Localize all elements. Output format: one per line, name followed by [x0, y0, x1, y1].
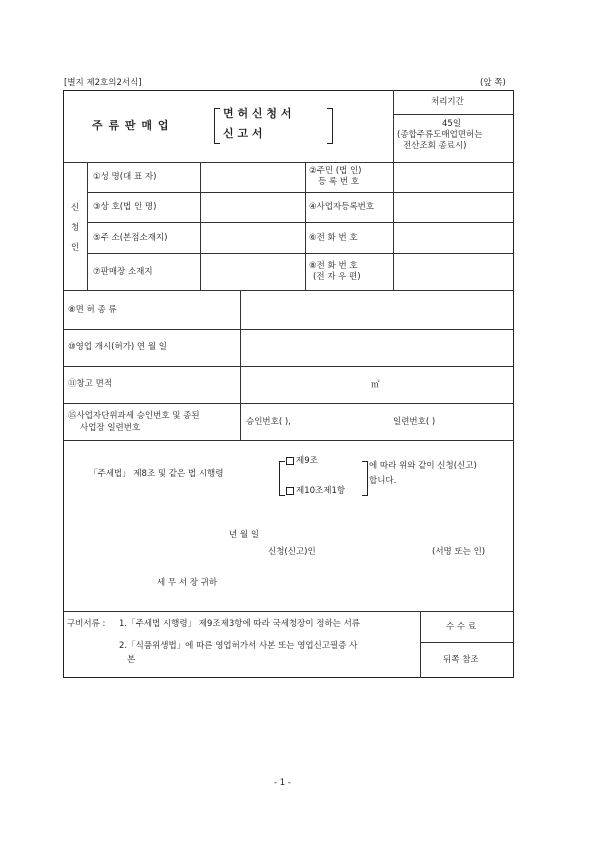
trade-name-label: ③상 호(법 인 명) — [93, 202, 157, 212]
resident-no-label-1: ②주민 (법 인) — [309, 166, 362, 176]
store-phone-label-2: (전 자 우 편) — [313, 272, 361, 282]
applicant-label-3: 인 — [71, 243, 80, 253]
declaration-law: 「주세법」 제8조 및 같은 법 시행령 — [89, 469, 224, 479]
option-article-9-text: 제9조 — [296, 456, 318, 466]
recipient: 세 무 서 장 귀하 — [157, 578, 218, 588]
sign-note[interactable]: (서명 또는 인) — [432, 547, 486, 557]
application-date[interactable]: 년 월 일 — [229, 530, 260, 540]
processing-note-2: 전산조회 종료시) — [403, 141, 467, 151]
applicant-label-1: 신 — [71, 203, 80, 213]
start-date-label: ⑩영업 개시(허가) 연 월 일 — [68, 342, 167, 352]
business-type-title: 주 류 판 매 업 — [92, 119, 170, 132]
business-no-field[interactable] — [394, 193, 513, 221]
address-field[interactable] — [201, 223, 304, 252]
approval-number[interactable]: 승인번호( ), — [246, 417, 291, 427]
start-date-field[interactable] — [241, 330, 513, 365]
processing-period-label: 처리기간 — [431, 97, 464, 107]
warehouse-area-label: ⑪창고 면적 — [68, 379, 113, 389]
resident-no-label-2: 등 록 번 호 — [318, 177, 359, 187]
resident-no-field[interactable] — [394, 163, 513, 191]
serial-number[interactable]: 일련번호( ) — [393, 417, 436, 427]
name-field[interactable] — [201, 163, 304, 191]
processing-days: 45일 — [442, 119, 462, 129]
page-side-label: (앞 쪽) — [480, 78, 506, 88]
fee-value: 뒤쪽 참조 — [443, 655, 479, 665]
unit-tax-label-2: 사업장 일련번호 — [80, 423, 141, 433]
license-type-field[interactable] — [241, 291, 513, 328]
applicant-label-2: 청 — [71, 223, 80, 233]
document-item-2-cont: 본 — [127, 655, 136, 665]
name-label: ①성 명(대 표 자) — [93, 172, 157, 182]
store-phone-label-1: ⑧전 화 번 호 — [309, 261, 358, 271]
phone-field[interactable] — [394, 223, 513, 252]
option-article-10[interactable] — [286, 486, 345, 497]
form-number: [별지 제2호의2서식] — [64, 78, 142, 88]
document-item-1: 1.「주세법 시행령」 제9조제3항에 따라 국세청장이 정하는 서류 — [119, 619, 360, 629]
store-phone-field[interactable] — [394, 254, 513, 289]
right-bracket — [327, 108, 333, 144]
document-item-2: 2.「식품위생법」에 따른 영업허가서 사본 또는 영업신고필증 사 — [119, 641, 358, 651]
application-title: 면 허 신 청 서 — [223, 107, 292, 120]
option-bracket-right — [362, 461, 368, 496]
option-article-10-text: 제10조제1항 — [296, 486, 346, 496]
checkbox-article-10[interactable] — [286, 487, 294, 495]
option-bracket-left — [279, 461, 285, 496]
address-label: ⑤주 소(본점소재지) — [93, 233, 168, 243]
business-no-label: ④사업자등록번호 — [309, 202, 375, 212]
trade-name-field[interactable] — [201, 193, 304, 221]
documents-label: 구비서류 : — [67, 619, 106, 629]
declaration-suffix-1: 에 따라 위와 같이 신청(신고) — [369, 461, 477, 471]
store-address-label: ⑦판매장 소재지 — [93, 267, 153, 277]
license-type-label: ⑧면 허 종 류 — [68, 305, 117, 315]
option-article-9[interactable] — [286, 456, 318, 467]
checkbox-article-9[interactable] — [286, 457, 294, 465]
report-title: 신 고 서 — [223, 127, 263, 140]
processing-note-1: (종합주류도매업면허는 — [397, 130, 483, 140]
phone-label: ⑥전 화 번 호 — [309, 233, 358, 243]
unit-tax-label-1: ⑮사업자단위과세 승인번호 및 종된 — [68, 411, 200, 421]
page-number: - 1 - — [274, 778, 291, 788]
fee-label: 수 수 료 — [446, 622, 477, 632]
left-bracket — [214, 108, 220, 144]
area-unit: ㎡ — [371, 380, 380, 390]
applicant-signature-label: 신청(신고)인 — [268, 547, 316, 557]
store-address-field[interactable] — [201, 254, 304, 289]
declaration-suffix-2: 합니다. — [369, 476, 397, 486]
